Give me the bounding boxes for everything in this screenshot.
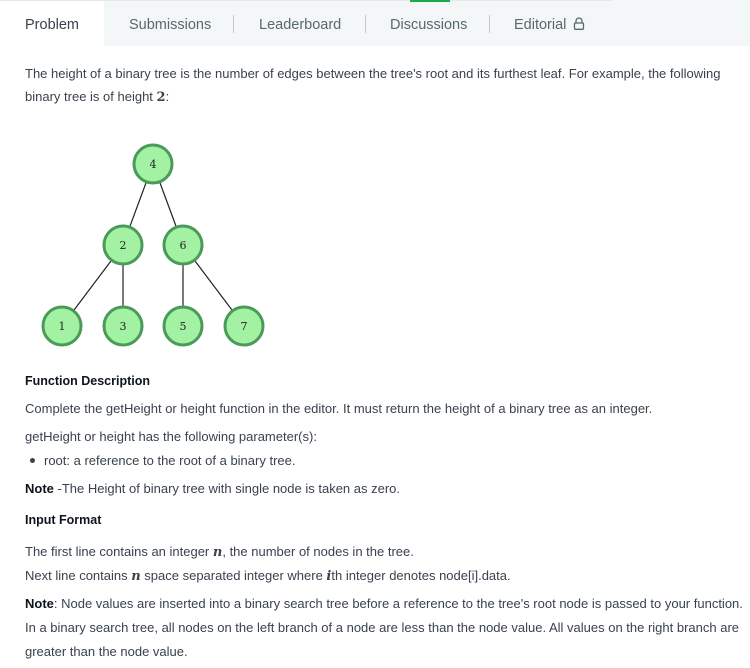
input-format-note-line-3: greater than the node value. xyxy=(25,644,188,659)
function-description-line-1: Complete the getHeight or height function in the editor. It must return the height of a binary tree as an integer. xyxy=(25,401,653,416)
input-line-1-suffix: , the number of nodes in the tree. xyxy=(222,544,414,559)
function-description-line-2: getHeight or height has the following parameter(s): xyxy=(25,429,317,444)
function-note xyxy=(25,481,400,496)
binary-tree-diagram xyxy=(38,140,268,352)
tree-node-label: 7 xyxy=(240,320,248,333)
input-format-note-line-2: In a binary search tree, all nodes on the left branch of a node are less than the node value. All values on the right branch are xyxy=(25,620,740,635)
tab-leaderboard-label: Leaderboard xyxy=(259,17,342,33)
tab-bar xyxy=(0,0,750,46)
tab-problem-label: Problem xyxy=(25,17,79,33)
tab-divider xyxy=(365,15,366,33)
tab-discussions-label: Discussions xyxy=(390,17,468,33)
input-line-2-suffix: th integer denotes node[i].data. xyxy=(331,568,511,583)
tree-node-label: 1 xyxy=(58,320,66,333)
tab-submissions-label: Submissions xyxy=(129,17,212,33)
tree-node-label: 3 xyxy=(119,320,127,333)
note-label: Note xyxy=(25,596,54,611)
tab-editorial-label: Editorial xyxy=(514,17,567,33)
lock-icon xyxy=(573,1,585,51)
tab-editorial[interactable] xyxy=(514,0,585,46)
input-format-line-2 xyxy=(25,568,511,584)
note-label: Note xyxy=(25,481,54,496)
tab-divider xyxy=(489,15,490,33)
problem-intro xyxy=(25,62,725,110)
tab-divider xyxy=(233,15,234,33)
var-i: i xyxy=(326,569,332,584)
intro-line-2 xyxy=(25,85,725,110)
input-format-note-line-1 xyxy=(25,596,743,611)
note-text: : Node values are inserted into a binary search tree before a reference to the tree's root node is passed to your function. xyxy=(53,596,743,611)
tab-problem[interactable] xyxy=(0,0,104,46)
var-n: n xyxy=(212,545,223,560)
tree-node-label: 5 xyxy=(179,320,187,333)
input-line-2-prefix: Next line contains xyxy=(25,568,132,583)
note-text: -The Height of binary tree with single node is taken as zero. xyxy=(53,481,401,496)
tree-node-label: 6 xyxy=(179,239,187,252)
tree-node-label: 4 xyxy=(149,158,157,171)
input-line-2-mid: space separated integer where xyxy=(140,568,327,583)
bullet-icon xyxy=(30,458,35,463)
var-n: n xyxy=(131,569,141,584)
input-format-heading: Input Format xyxy=(25,513,102,527)
height-value: 2 xyxy=(156,90,166,105)
tab-submissions[interactable] xyxy=(129,0,211,46)
tab-bar-top-border xyxy=(0,0,612,1)
intro-line-2-suffix: : xyxy=(165,89,170,104)
parameter-root: root: a reference to the root of a binary tree. xyxy=(44,453,296,468)
parameter-list-item xyxy=(30,453,295,468)
intro-line-2-prefix: binary tree is of height xyxy=(25,89,157,104)
tab-indicator xyxy=(410,0,450,2)
function-description-heading: Function Description xyxy=(25,374,150,388)
tab-leaderboard[interactable] xyxy=(259,0,341,46)
tree-node-label: 2 xyxy=(119,239,127,252)
intro-line-1: The height of a binary tree is the number of edges between the tree's root and its furthest leaf. For example, the following xyxy=(25,66,721,81)
input-line-1-prefix: The first line contains an integer xyxy=(25,544,213,559)
input-format-line-1 xyxy=(25,544,414,560)
tab-discussions[interactable] xyxy=(390,0,467,46)
